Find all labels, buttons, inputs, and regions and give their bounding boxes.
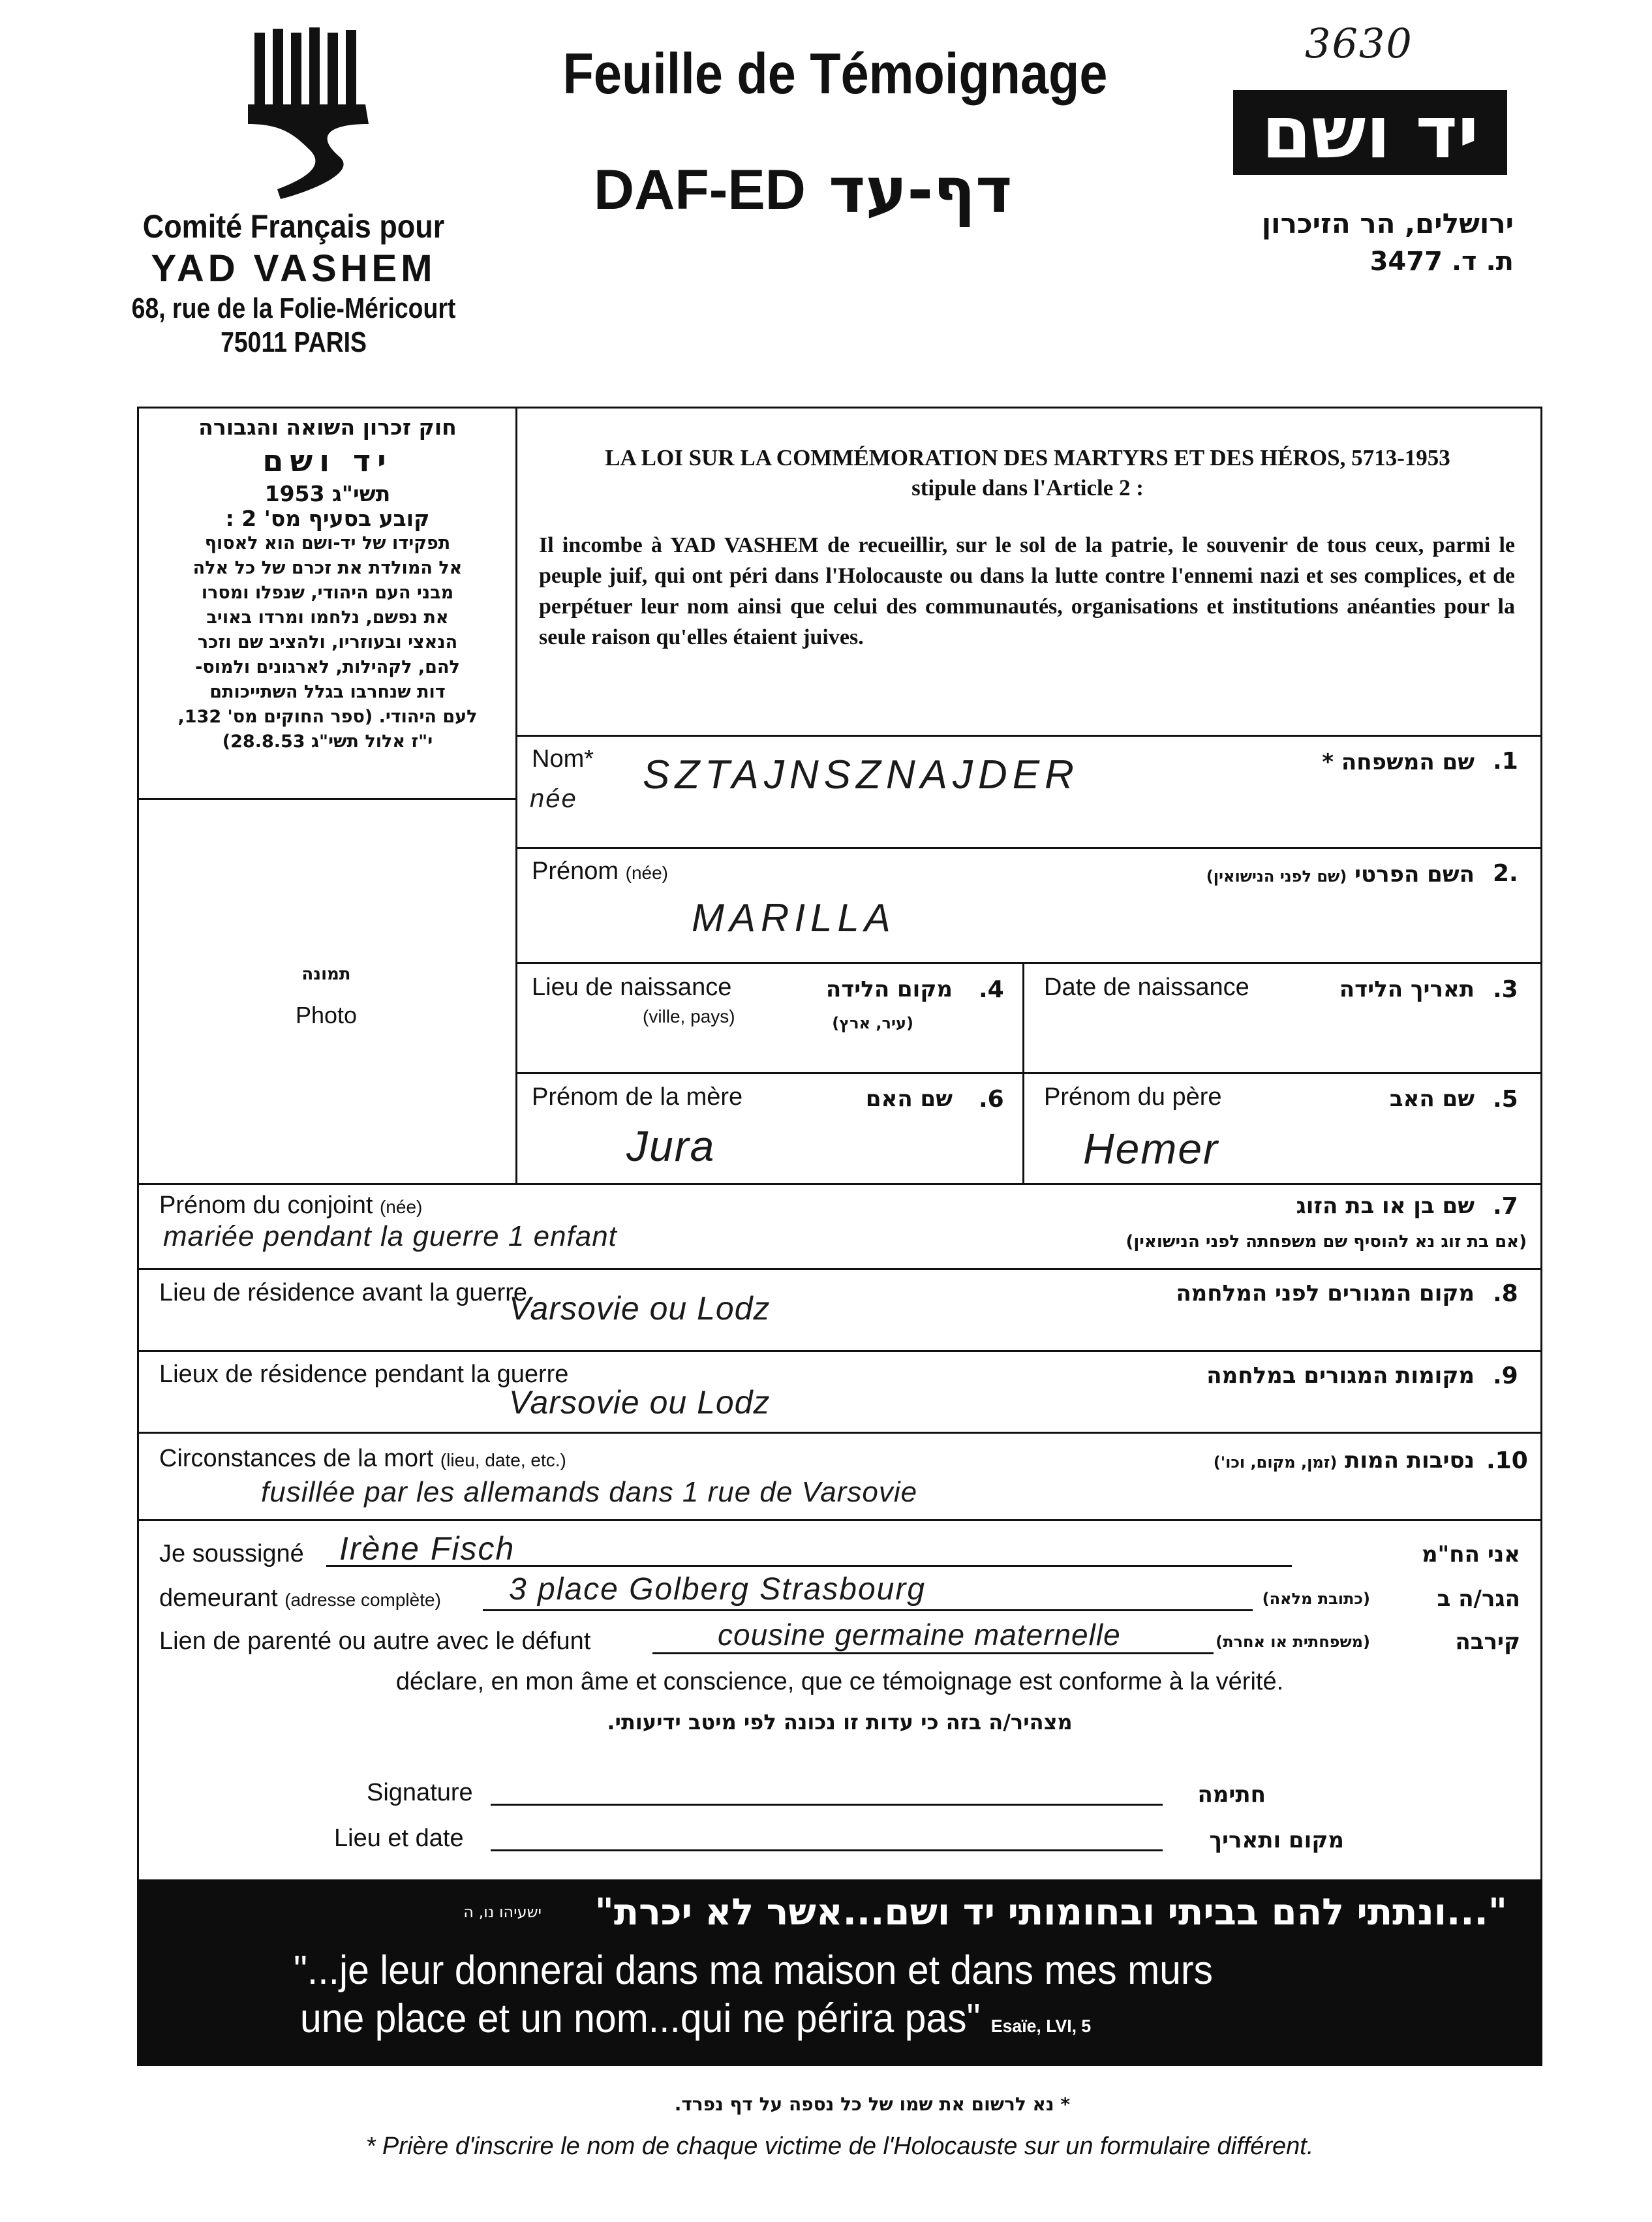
field-2-hebrew xyxy=(1083,861,1475,887)
field-4-number: .4 xyxy=(979,976,1004,1003)
law-french-subtitle: stipule dans l'Article 2 : xyxy=(911,475,1144,501)
banner-french-line2 xyxy=(300,1996,1091,2042)
field-2-label-text: Prénom xyxy=(532,857,619,885)
daf-ed-title: DAF-ED xyxy=(594,159,806,221)
field-6-hebrew: שם האם xyxy=(865,1086,953,1112)
committee-name: Comité Français pour xyxy=(142,208,445,245)
law-hebrew-line: י"ז אלול תשי"ג 28.8.53) xyxy=(222,732,433,752)
law-hebrew-line: אל המולדת את זכרם של כל אלה xyxy=(192,558,463,578)
lien-hebrew: קירבה xyxy=(1455,1629,1520,1655)
field-5-value: Hemer xyxy=(1083,1124,1219,1173)
field-2-label-sub: (née) xyxy=(625,863,668,883)
field-1-prefix: née xyxy=(530,784,577,813)
quote-banner xyxy=(137,1879,1542,2066)
jerusalem-hebrew: ירושלים, הר הזיכרון xyxy=(1261,208,1514,239)
field-3-label: Date de naissance xyxy=(1044,974,1249,1001)
field-6-number: .6 xyxy=(979,1086,1004,1113)
field-7-hebrew-sub: (אם בת זוג נא להוסיף שם משפחתה לפני הנישואין) xyxy=(1125,1232,1527,1252)
field-2-number: 2. xyxy=(1493,860,1518,887)
banner-french-line1: "...je leur donnerai dans ma maison et dans mes murs xyxy=(294,1948,1213,1993)
field-4-label-sub: (ville, pays) xyxy=(643,1006,735,1026)
yad-vashem-hebrew-logo: יד ושם xyxy=(1233,90,1507,175)
banner-french-ref: Esaïe, LVI, 5 xyxy=(990,2016,1092,2036)
field-2-label xyxy=(532,857,668,886)
law-hebrew-year: תשי"ג 1953 xyxy=(264,481,391,506)
law-hebrew-line: את נפשם, נלחמו ומרדו באויב xyxy=(206,608,449,628)
field-3-hebrew: תאריך הלידה xyxy=(1339,976,1475,1002)
field-7-number: .7 xyxy=(1493,1193,1518,1220)
field-10-label xyxy=(159,1445,566,1473)
law-french-title: LA LOI SUR LA COMMÉMORATION DES MARTYRS ET DES HÉROS, 5713-1953 xyxy=(605,445,1450,471)
field-9-hebrew: מקומות המגורים במלחמה xyxy=(1206,1363,1475,1389)
field-9-label: Lieux de résidence pendant la guerre xyxy=(159,1361,569,1388)
field-9-number: .9 xyxy=(1493,1363,1518,1389)
field-4-hebrew: מקום הלידה xyxy=(825,976,953,1002)
lien-label: Lien de parenté ou autre avec le défunt xyxy=(159,1628,591,1655)
banner-hebrew-quote: "...ונתתי להם בביתי ובחומותי יד ושם...אשר לא יכרת" xyxy=(594,1891,1507,1934)
field-6-value: Jura xyxy=(626,1122,716,1170)
photo-label: Photo xyxy=(295,1002,358,1028)
field-4-label: Lieu de naissance xyxy=(532,974,732,1001)
field-10-label-text: Circonstances de la mort xyxy=(159,1445,434,1472)
field-8-number: .8 xyxy=(1493,1280,1518,1307)
field-2-value: MARILLA xyxy=(692,896,896,940)
po-box-hebrew: ת. ד. 3477 xyxy=(1369,247,1514,277)
law-hebrew-title: חוק זכרון השואה והגבורה xyxy=(198,414,457,440)
footer-hebrew-note: * נא לרשום את שמו של כל נספה על דף נפרד. xyxy=(674,2093,1070,2115)
reference-number: 3630 xyxy=(1305,20,1413,67)
field-8-hebrew: מקום המגורים לפני המלחמה xyxy=(1176,1280,1475,1306)
field-8-label: Lieu de résidence avant la guerre xyxy=(159,1279,528,1306)
law-hebrew-line: תפקידו של יד-ושם הוא לאסוף xyxy=(204,533,451,553)
law-hebrew-line: להם, לקהילות, לארגונים ולמוס- xyxy=(195,657,460,677)
field-10-hebrew-sub: (זמן, מקום, וכו') xyxy=(1213,1453,1338,1472)
banner-french-line2-text: une place et un nom...qui ne périra pas" xyxy=(300,1996,981,2041)
field-3-number: .3 xyxy=(1493,976,1518,1003)
field-5-label: Prénom du père xyxy=(1044,1083,1222,1111)
declaration-hebrew: מצהיר/ה בזה כי עדות זו נכונה לפי מיטב ידיעותי. xyxy=(607,1710,1073,1735)
law-hebrew-line: מבני העם היהודי, שנפלו ומסרו xyxy=(201,583,454,603)
committee-address-city: 75011 PARIS xyxy=(221,326,367,358)
lien-value: cousine germaine maternelle xyxy=(718,1618,1121,1652)
field-10-hebrew xyxy=(1070,1447,1475,1474)
field-7-label xyxy=(159,1192,422,1220)
field-7-hebrew: שם בן או בת הזוג xyxy=(1296,1193,1475,1219)
signature-label: Signature xyxy=(367,1779,473,1806)
yad-vashem-menorah-logo xyxy=(241,26,378,202)
lien-hebrew-sub: (משפחתית או אחרת) xyxy=(1216,1633,1370,1651)
demeurant-hebrew-sub: (כתובת מלאה) xyxy=(1262,1590,1370,1608)
soussigne-value: Irène Fisch xyxy=(339,1530,515,1567)
lieu-date-hebrew: מקום ותאריך xyxy=(1209,1827,1344,1853)
law-hebrew-line: הנאצי ובעוזריו, ולהציב שם וזכר xyxy=(197,632,458,653)
field-10-hebrew-text: נסיבות המות xyxy=(1345,1447,1475,1474)
field-10-number: .10 xyxy=(1486,1447,1528,1474)
committee-yad-vashem: YAD VASHEM xyxy=(151,247,436,290)
banner-hebrew-ref: ישעיהו נו, ה xyxy=(463,1903,542,1921)
soussigne-hebrew: אני הח"מ xyxy=(1421,1541,1520,1567)
law-hebrew-yad-vashem: יד ושם xyxy=(262,443,393,478)
footer-french-note: * Prière d'inscrire le nom de chaque victime de l'Holocauste sur un formulaire différent. xyxy=(365,2133,1314,2160)
law-french-text: Il incombe à YAD VASHEM de recueillir, sur le sol de la patrie, le souvenir de tous ceux, parmi le peuple juif, qui ont péri dans l'Holocauste ou dans la lutte contre l'ennemi nazi et ses complices, et de perpétuer leur nom ainsi que celui des communautés, organisations et institutions anéanties pour la seule raison qu'elles étaient juives. xyxy=(539,533,1515,649)
law-hebrew-text xyxy=(149,415,506,754)
field-5-hebrew: שם האב xyxy=(1389,1086,1475,1112)
signature-hebrew: חתימה xyxy=(1197,1782,1266,1808)
field-1-number: 1. xyxy=(1493,748,1518,775)
daf-ed-hebrew-title: דף-עד xyxy=(829,154,1013,227)
declaration-french: déclare, en mon âme et conscience, que ce témoignage est conforme à la vérité. xyxy=(395,1668,1284,1695)
law-hebrew-article: קובע בסעיף מס' 2 : xyxy=(225,506,430,531)
photo-label-hebrew: תמונה xyxy=(301,964,351,984)
demeurant-value: 3 place Golberg Strasbourg xyxy=(509,1572,926,1607)
field-7-label-sub: (née) xyxy=(379,1197,423,1217)
demeurant-label-sub: (adresse complète) xyxy=(284,1590,441,1610)
field-2-hebrew-sub: (שם לפני הנישואין) xyxy=(1206,867,1347,886)
field-1-label: Nom* xyxy=(532,745,594,773)
form-title: Feuille de Témoignage xyxy=(562,41,1108,106)
field-9-value: Varsovie ou Lodz xyxy=(509,1384,771,1421)
field-10-label-sub: (lieu, date, etc.) xyxy=(440,1450,566,1470)
committee-address-street: 68, rue de la Folie-Méricourt xyxy=(131,292,456,324)
field-1-value: SZTAJNSZNAJDER xyxy=(643,752,1079,797)
field-5-number: .5 xyxy=(1493,1086,1518,1113)
field-7-label-text: Prénom du conjoint xyxy=(159,1192,373,1219)
demeurant-label-text: demeurant xyxy=(159,1584,278,1612)
field-4-hebrew-sub: (עיר, ארץ) xyxy=(832,1014,913,1032)
law-hebrew-line: לעם היהודי. (ספר החוקים מס' 132, xyxy=(177,707,478,727)
field-2-hebrew-text: השם הפרטי xyxy=(1354,861,1475,887)
soussigne-label: Je soussigné xyxy=(159,1540,304,1567)
field-8-value: Varsovie ou Lodz xyxy=(509,1290,771,1327)
field-6-label: Prénom de la mère xyxy=(532,1083,743,1111)
field-10-value: fusillée par les allemands dans 1 rue de Varsovie xyxy=(261,1476,918,1508)
demeurant-hebrew: הגר/ה ב xyxy=(1437,1586,1520,1612)
field-7-value: mariée pendant la guerre 1 enfant xyxy=(163,1220,617,1252)
lieu-date-label: Lieu et date xyxy=(334,1825,464,1852)
demeurant-label xyxy=(159,1584,441,1612)
field-1-hebrew: שם המשפחה * xyxy=(1322,749,1475,775)
law-hebrew-line: דות שנחרבו בגלל השתייכותם xyxy=(209,682,446,702)
